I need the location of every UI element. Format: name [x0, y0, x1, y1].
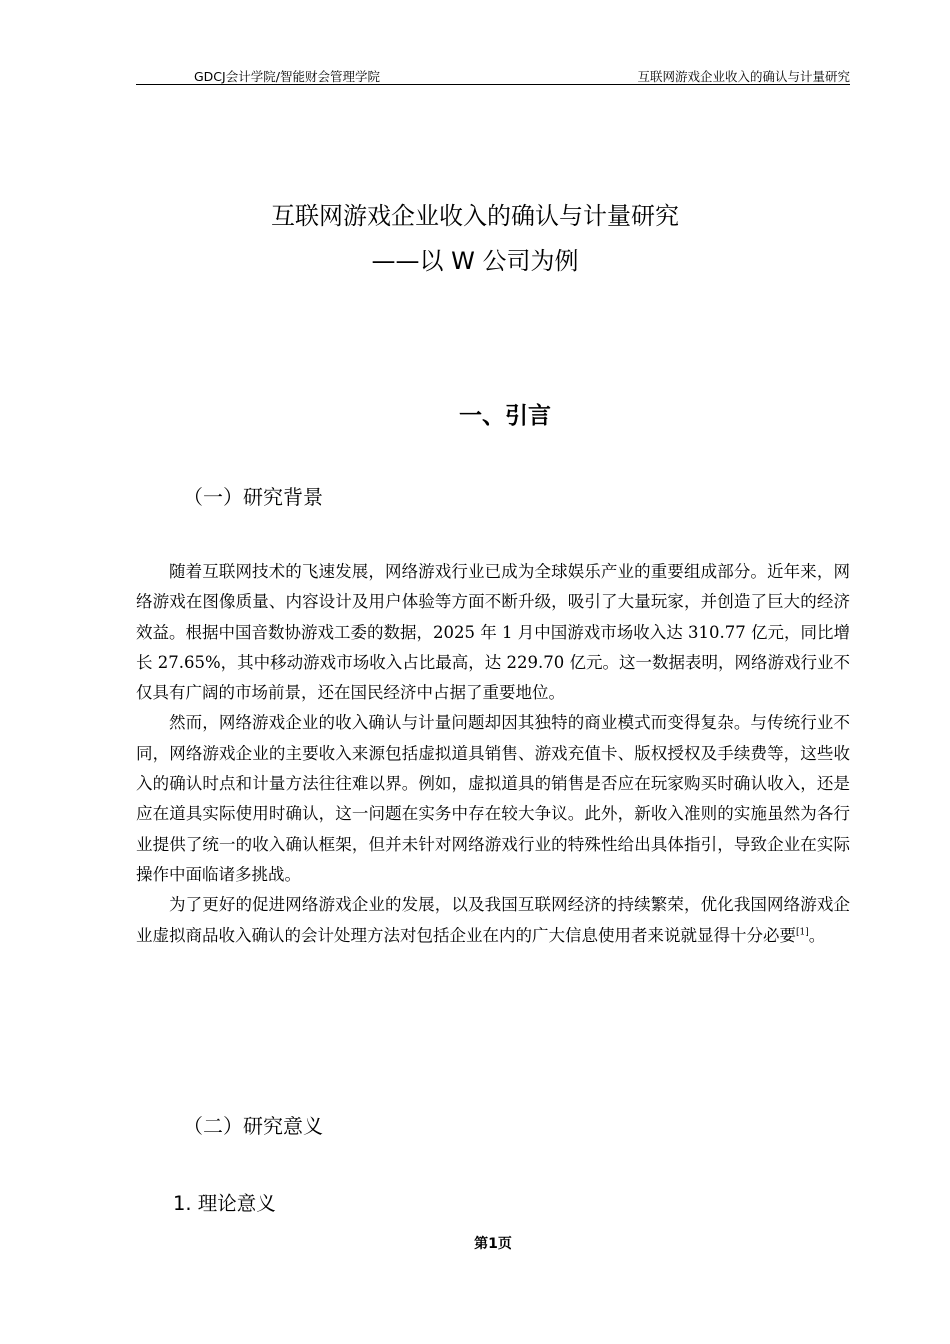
paragraph-1: 随着互联网技术的飞速发展，网络游戏行业已成为全球娱乐产业的重要组成部分。近年来，网络游戏在图像质量、内容设计及用户体验等方面不断升级，吸引了大量玩家，并创造了巨大的经济效益。根据中国音数协游戏工委的数据，2025 年 1 月中国游戏市场收入达 310.77 亿元，同比增长 27.65%，其中移动游戏市场收入占比最高，达 229.70 亿元。这一数据表明，网络游戏行业不仅具有广阔的市场前景，还在国民经济中占据了重要地位。: [136, 562, 850, 703]
page-header: [136, 64, 850, 85]
paragraph-3-end: 。: [808, 925, 826, 945]
subsection-heading-significance: （二）研究意义: [183, 1114, 323, 1138]
paragraph-2: 然而，网络游戏企业的收入确认与计量问题却因其独特的商业模式而变得复杂。与传统行业不同，网络游戏企业的主要收入来源包括虚拟道具销售、游戏充值卡、版权授权及手续费等，这些收入的确认时点和计量方法往往难以界。例如，虚拟道具的销售是否应在玩家购买时确认收入，还是应在道具实际使用时确认，这一问题在实务中存在较大争议。此外，新收入准则的实施虽然为各行业提供了统一的收入确认框架，但并未针对网络游戏行业的特殊性给出具体指引，导致企业在实际操作中面临诸多挑战。: [136, 713, 850, 884]
paragraph-3-text: 为了更好的促进网络游戏企业的发展，以及我国互联网经济的持续繁荣，优化我国网络游戏企业虚拟商品收入确认的会计处理方法对包括企业在内的广大信息使用者来说就显得十分必要: [136, 895, 850, 945]
page-number: 第1页: [474, 1236, 512, 1252]
header-right-text: 互联网游戏企业收入的确认与计量研究: [637, 69, 850, 84]
subsection-heading-background: （一）研究背景: [183, 485, 323, 509]
document-title: 互联网游戏企业收入的确认与计量研究: [271, 202, 679, 230]
header-left-text: GDCJ会计学院/智能财会管理学院: [194, 69, 380, 84]
paragraph-3: [136, 890, 850, 951]
document-subtitle: ——以 W 公司为例: [371, 247, 579, 275]
citation-ref: [1]: [796, 927, 809, 938]
section-heading-introduction: 一、引言: [459, 403, 551, 429]
body-text: [136, 557, 850, 951]
sub-subsection-heading-theory: 1. 理论意义: [173, 1192, 276, 1215]
